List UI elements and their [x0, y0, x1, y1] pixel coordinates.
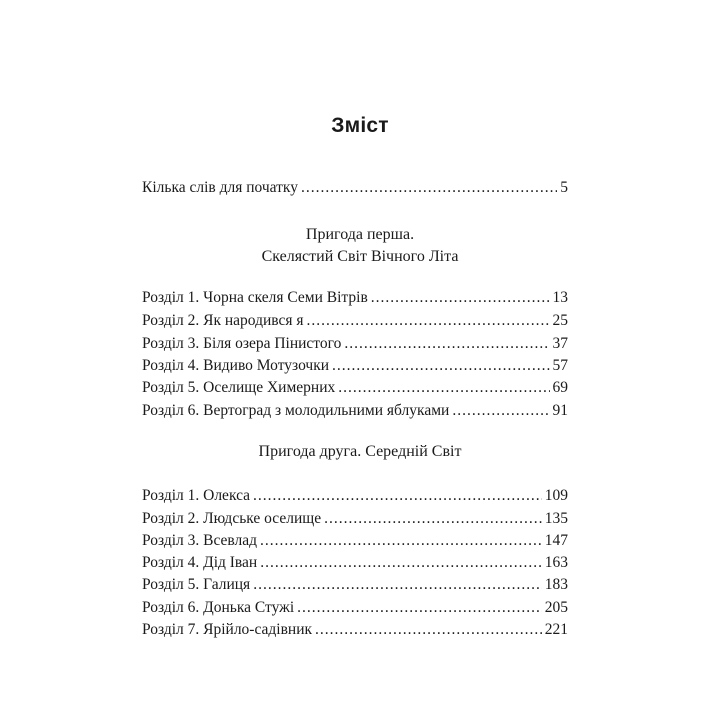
toc-entry-page: 5 [560, 179, 568, 196]
toc-entry-page: 25 [552, 312, 568, 329]
toc-entry-page: 135 [544, 510, 568, 527]
dot-leader [332, 356, 549, 376]
dot-leader [260, 553, 542, 573]
toc-entry-part1-ch2 [142, 311, 568, 331]
page-title: Зміст [331, 114, 389, 137]
dot-leader [260, 531, 542, 551]
toc-entry-page: 147 [544, 532, 568, 549]
toc-entry-label: Розділ 1. Чорна скеля Семи Вітрів [142, 289, 368, 306]
toc-entry-part1-ch4 [142, 356, 568, 376]
toc-entry-label: Розділ 6. Донька Стужі [142, 599, 295, 616]
toc-entry-page: 183 [544, 576, 568, 593]
part2-heading: Пригода друга. Середній Світ [258, 443, 462, 460]
toc-entry-page: 221 [544, 621, 568, 638]
part1-heading-line2: Скелястий Світ Вічного Літа [261, 248, 459, 265]
dot-leader [344, 334, 549, 354]
toc-entry-part2-ch4 [142, 553, 568, 573]
toc-entry-part2-ch3 [142, 531, 568, 551]
toc-entry-part1-ch3 [142, 334, 568, 354]
toc-entry-label: Розділ 7. Ярійло-садівник [142, 621, 313, 638]
toc-entry-part1-ch5 [142, 378, 568, 398]
toc-entry-label: Розділ 6. Вертоград з молодильними яблуками [142, 402, 450, 419]
toc-entry-part2-ch1 [142, 486, 568, 506]
toc-entry-label: Розділ 1. Олекса [142, 487, 251, 504]
toc-entry-label: Розділ 4. Дід Іван [142, 554, 258, 571]
dot-leader [371, 288, 550, 308]
toc-entry-part2-ch5 [142, 575, 568, 595]
toc-entry-part2-ch2 [142, 509, 568, 529]
toc-entry-page: 69 [552, 379, 568, 396]
dot-leader [338, 378, 549, 398]
toc-entry-part1-ch6 [142, 401, 568, 421]
toc-entry-page: 13 [552, 289, 568, 306]
dot-leader [315, 620, 542, 640]
toc-entry-label: Розділ 2. Як народився я [142, 312, 304, 329]
toc-entry-label: Розділ 5. Галиця [142, 576, 251, 593]
dot-leader [452, 401, 549, 421]
toc-entry-page: 57 [552, 357, 568, 374]
toc-entry-part2-ch6 [142, 598, 568, 618]
toc-entry-label: Кілька слів для початку [142, 179, 298, 196]
toc-entry-part2-ch7 [142, 620, 568, 640]
toc-entry-label: Розділ 3. Біля озера Пінистого [142, 335, 342, 352]
dot-leader [297, 598, 542, 618]
toc-entry-page: 91 [552, 402, 568, 419]
toc-entry-part1-ch1 [142, 288, 568, 308]
toc-entry-label: Розділ 4. Видиво Мотузочки [142, 357, 330, 374]
dot-leader [324, 509, 542, 529]
dot-leader [253, 575, 542, 595]
dot-leader [253, 486, 542, 506]
toc-entry-page: 109 [544, 487, 568, 504]
toc-entry-label: Розділ 2. Людське оселище [142, 510, 322, 527]
toc-entry-page: 205 [544, 599, 568, 616]
toc-entry-page: 37 [552, 335, 568, 352]
dot-leader [301, 178, 557, 198]
part1-heading-line1: Пригода перша. [305, 226, 415, 243]
dot-leader [307, 311, 550, 331]
toc-entry-intro [142, 178, 568, 198]
toc-entry-label: Розділ 3. Всевлад [142, 532, 258, 549]
toc-entry-page: 163 [544, 554, 568, 571]
toc-entry-label: Розділ 5. Оселище Химерних [142, 379, 336, 396]
